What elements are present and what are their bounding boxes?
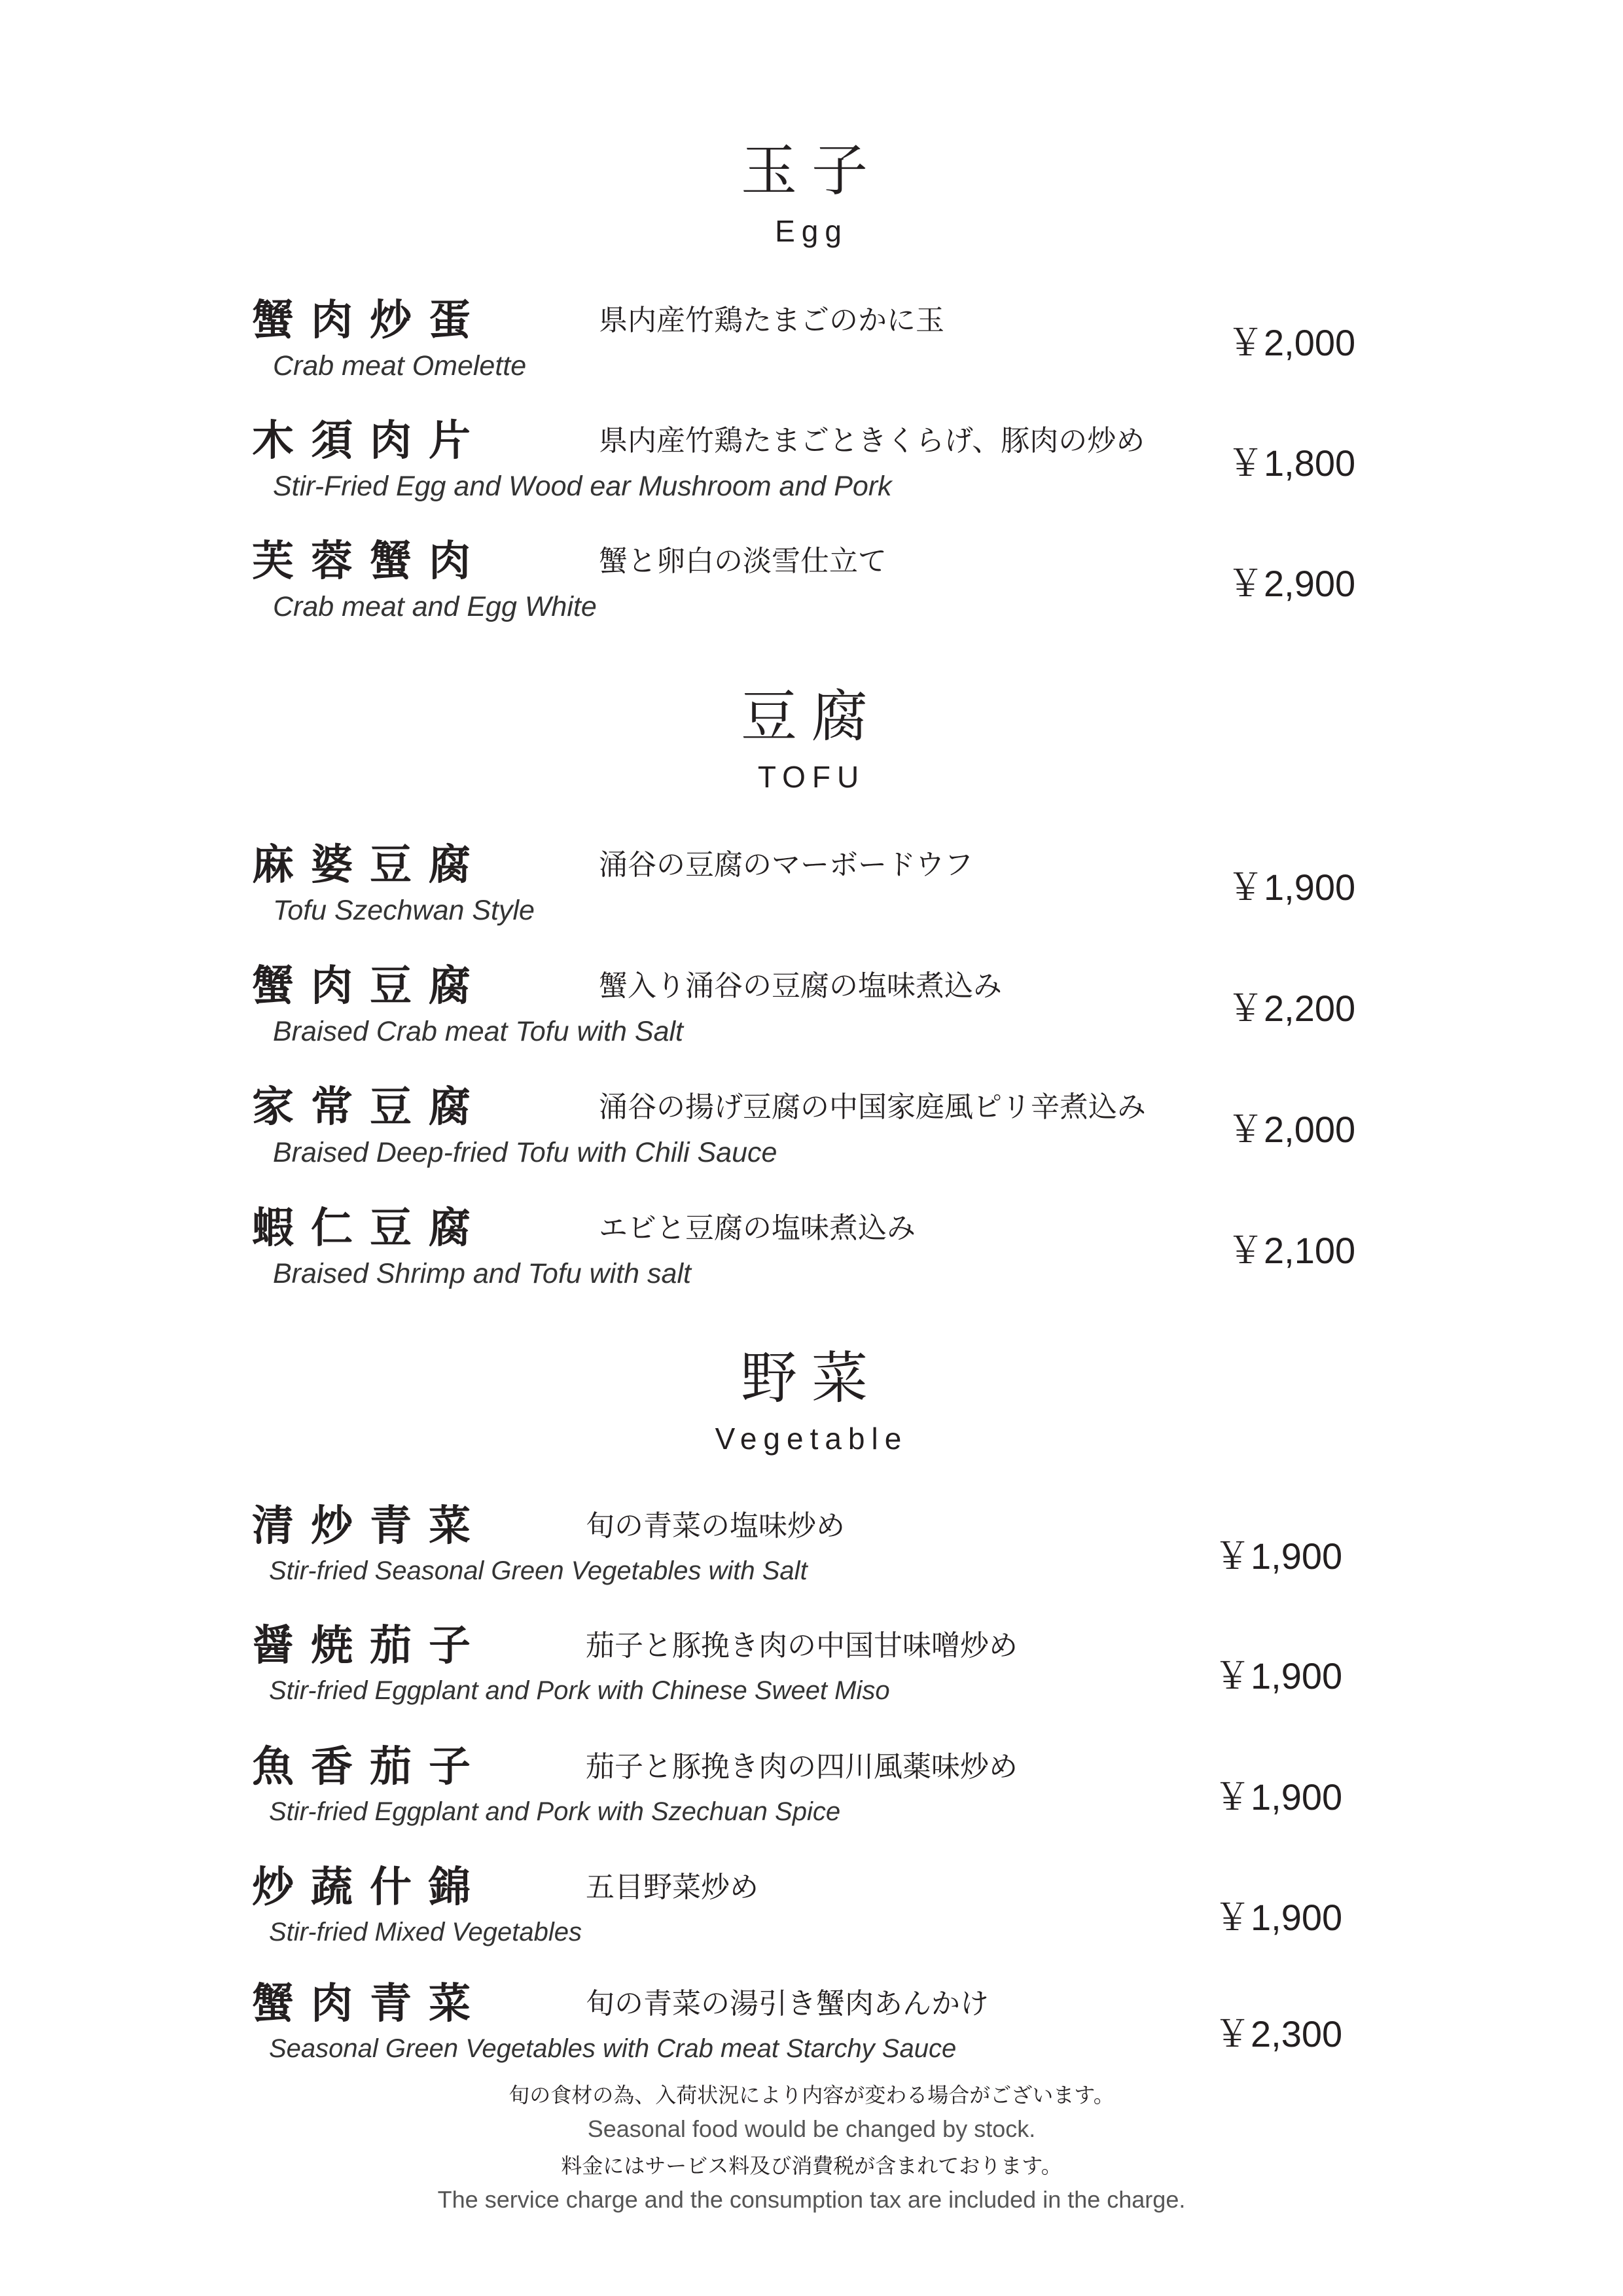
item-description-jp: 五目野菜炒め	[586, 1871, 758, 1904]
item-price: ￥1,900	[1214, 1535, 1343, 1577]
menu-item	[252, 1621, 1384, 1723]
menu-item	[252, 416, 1384, 518]
section-title-en: TOFU	[757, 760, 866, 794]
item-description-jp: 涌谷の揚げ豆腐の中国家庭風ピリ辛煮込み	[599, 1090, 1146, 1124]
item-description-jp: 茄子と豚挽き肉の中国甘味噌炒め	[586, 1629, 1018, 1662]
item-name: 木須肉片	[252, 416, 488, 465]
item-name: 蝦仁豆腐	[252, 1204, 488, 1253]
footer-notes	[0, 2085, 1623, 2226]
item-description-en: Crab meat and Egg White	[273, 591, 597, 622]
section-title-en: Vegetable	[715, 1422, 908, 1456]
item-price: ￥2,100	[1227, 1230, 1356, 1271]
item-price: ￥1,900	[1214, 1776, 1343, 1818]
menu-item	[252, 537, 1384, 639]
menu-item	[252, 1083, 1384, 1185]
item-description-jp: 蟹入り涌谷の豆腐の塩味煮込み	[599, 969, 1002, 1003]
section-title-en: Egg	[775, 214, 848, 248]
item-name: 醤焼茄子	[252, 1621, 488, 1670]
item-description-en: Braised Deep-fried Tofu with Chili Sauce	[273, 1137, 777, 1168]
menu-item	[252, 1204, 1384, 1306]
menu-item	[252, 840, 1384, 942]
menu-item	[252, 1742, 1384, 1844]
item-description-en: Stir-Fried Egg and Wood ear Mushroom and Pork	[273, 471, 892, 502]
item-description-en: Stir-fried Mixed Vegetables	[269, 1918, 582, 1946]
item-price: ￥2,300	[1214, 2013, 1343, 2054]
item-price: ￥1,800	[1227, 442, 1356, 484]
item-price: ￥2,000	[1227, 1109, 1356, 1150]
section-title-jp: 野菜	[741, 1346, 882, 1411]
footer-note-en: The service charge and the consumption tax are included in the charge.	[437, 2186, 1186, 2213]
item-name: 麻婆豆腐	[252, 840, 488, 889]
item-name: 蟹肉青菜	[252, 1979, 488, 2028]
section-title-jp: 玉子	[741, 138, 882, 204]
item-description-en: Stir-fried Eggplant and Pork with Szechuan Spice	[269, 1797, 841, 1826]
item-price: ￥1,900	[1227, 867, 1356, 908]
item-description-jp: 蟹と卵白の淡雪仕立て	[599, 545, 887, 578]
item-name: 魚香茄子	[252, 1742, 488, 1791]
section-heading-vegetable	[0, 1346, 1623, 1456]
item-name: 炒蔬什錦	[252, 1863, 488, 1912]
menu-item	[252, 1979, 1384, 2081]
item-description-jp: 県内産竹鶏たまごときくらげ、豚肉の炒め	[599, 424, 1145, 457]
item-description-jp: 県内産竹鶏たまごのかに玉	[599, 304, 944, 337]
item-description-en: Braised Shrimp and Tofu with salt	[273, 1258, 691, 1289]
item-name: 蟹肉炒蛋	[252, 296, 488, 345]
item-description-jp: 涌谷の豆腐のマーボードウフ	[599, 848, 973, 882]
item-description-en: Stir-fried Eggplant and Pork with Chinese Sweet Miso	[269, 1676, 890, 1705]
item-description-jp: 旬の青菜の塩味炒め	[586, 1509, 845, 1543]
menu-item	[252, 1501, 1384, 1604]
menu-item	[252, 961, 1384, 1064]
item-price: ￥1,900	[1214, 1897, 1343, 1938]
footer-note-jp: 料金にはサービス料及び消費税が含まれております。	[561, 2153, 1062, 2178]
item-name: 清炒青菜	[252, 1501, 488, 1551]
item-price: ￥2,200	[1227, 988, 1356, 1029]
item-price: ￥1,900	[1214, 1655, 1343, 1696]
item-name: 蟹肉豆腐	[252, 961, 488, 1011]
item-price: ￥2,000	[1227, 322, 1356, 363]
item-description-jp: エビと豆腐の塩味煮込み	[599, 1211, 916, 1245]
item-description-jp: 茄子と豚挽き肉の四川風薬味炒め	[586, 1750, 1018, 1784]
section-heading-tofu	[0, 684, 1623, 794]
item-description-en: Crab meat Omelette	[273, 350, 527, 382]
item-price: ￥2,900	[1227, 563, 1356, 604]
item-name: 家常豆腐	[252, 1083, 488, 1132]
section-title-jp: 豆腐	[741, 684, 882, 749]
item-description-en: Braised Crab meat Tofu with Salt	[273, 1016, 683, 1047]
item-description-jp: 旬の青菜の湯引き蟹肉あんかけ	[586, 1987, 989, 2020]
menu-item	[252, 1863, 1384, 1965]
section-heading-egg	[0, 138, 1623, 248]
item-name: 芙蓉蟹肉	[252, 537, 488, 586]
item-description-en: Stir-fried Seasonal Green Vegetables with Salt	[269, 1556, 808, 1585]
footer-note-jp: 旬の食材の為、入荷状況により内容が変わる場合がございます。	[508, 2083, 1115, 2108]
menu-item	[252, 296, 1384, 398]
item-description-en: Seasonal Green Vegetables with Crab meat Starchy Sauce	[269, 2034, 957, 2063]
item-description-en: Tofu Szechwan Style	[273, 895, 535, 926]
footer-note-en: Seasonal food would be changed by stock.	[587, 2115, 1036, 2142]
